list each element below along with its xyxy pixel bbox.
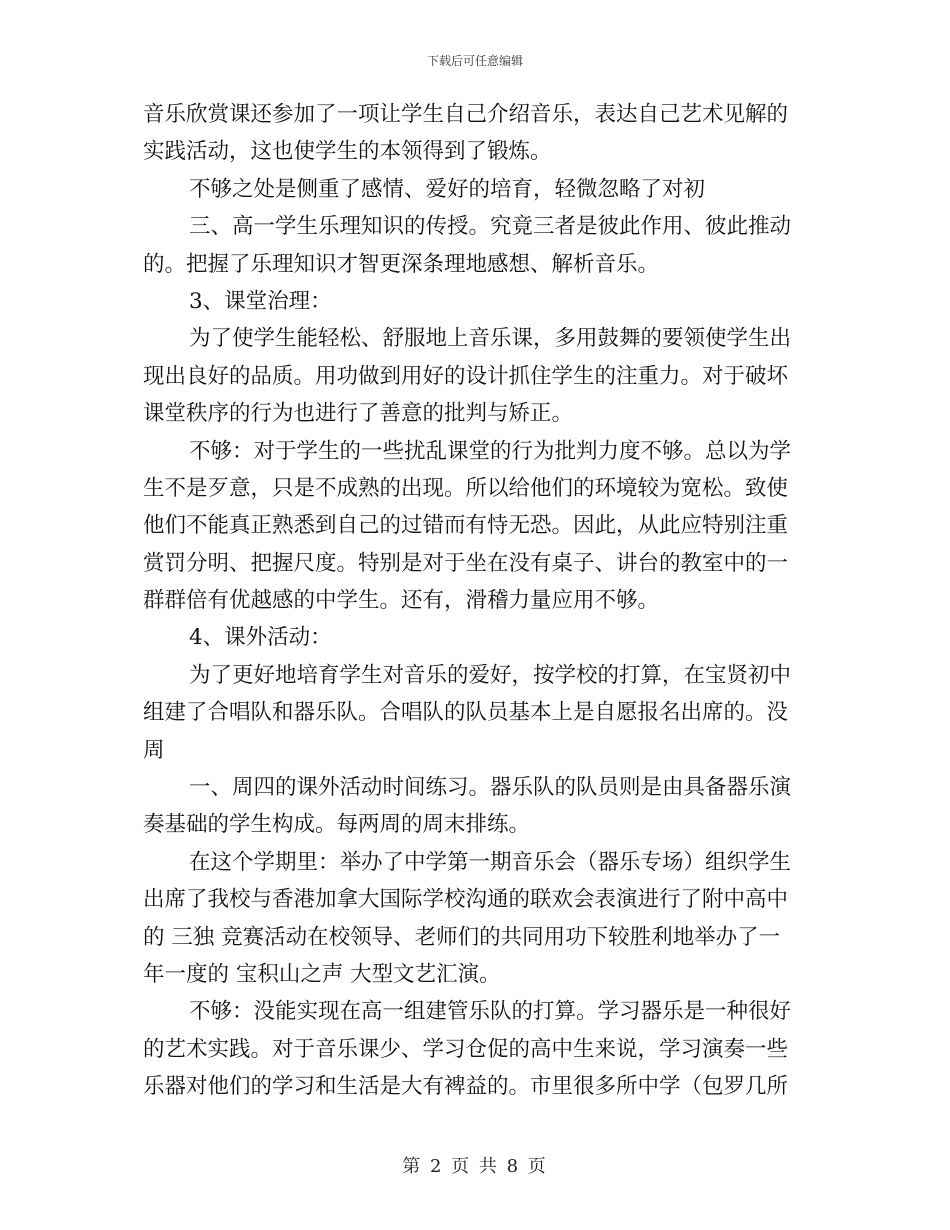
text-line: 年一度的 宝积山之声 大型文艺汇演。 bbox=[143, 961, 501, 987]
text-line: 组建了合唱队和器乐队。合唱队的队员基本上是自愿报名出席的。没 bbox=[143, 700, 789, 726]
section-heading: 3、课堂治理： bbox=[189, 288, 332, 314]
document-body bbox=[143, 96, 807, 1106]
text-line: 课堂秩序的行为也进行了善意的批判与矫正。 bbox=[143, 401, 574, 427]
text-line: 一、周四的课外活动时间练习。器乐队的队员则是由具备器乐演 bbox=[189, 775, 792, 801]
text-line: 奏基础的学生构成。每两周的周末排练。 bbox=[143, 812, 531, 838]
text-line: 的 三独 竞赛活动在校领导、老师们的共同用功下较胜利地举办了一 bbox=[143, 924, 781, 950]
text-line: 赏罚分明、把握尺度。特别是对于坐在没有桌子、讲台的教室中的一 bbox=[143, 550, 789, 576]
text-line: 周 bbox=[143, 737, 165, 763]
text-line: 不够：对于学生的一些扰乱课堂的行为批判力度不够。总以为学 bbox=[189, 438, 792, 464]
text-line: 为了更好地培育学生对音乐的爱好，按学校的打算，在宝贤初中 bbox=[189, 662, 792, 688]
text-line: 不够：没能实现在高一组建管乐队的打算。学习器乐是一种很好 bbox=[189, 999, 792, 1025]
text-line: 在这个学期里：举办了中学第一期音乐会（器乐专场）组织学生 bbox=[189, 849, 792, 875]
text-line: 不够之处是侧重了感情、爱好的培育，轻微忽略了对初 bbox=[189, 176, 706, 202]
text-line: 生不是歹意，只是不成熟的出现。所以给他们的环境较为宽松。致使 bbox=[143, 475, 789, 501]
text-line: 的。把握了乐理知识才智更深条理地感想、解析音乐。 bbox=[143, 251, 660, 277]
text-line: 他们不能真正熟悉到自己的过错而有恃无恐。因此，从此应特别注重 bbox=[143, 513, 789, 539]
text-line: 三、高一学生乐理知识的传授。究竟三者是彼此作用、彼此推动 bbox=[189, 214, 792, 240]
text-line: 为了使学生能轻松、舒服地上音乐课，多用鼓舞的要领使学生出 bbox=[189, 326, 792, 352]
text-line: 音乐欣赏课还参加了一项让学生自己介绍音乐，表达自己艺术见解的 bbox=[143, 102, 789, 127]
page-header: 下载后可任意编辑 bbox=[426, 54, 523, 68]
text-line: 实践活动，这也使学生的本领得到了锻炼。 bbox=[143, 139, 552, 165]
text-line: 出席了我校与香港加拿大国际学校沟通的联欢会表演进行了附中高中 bbox=[143, 887, 789, 913]
page-footer: 第 2 页 共 8 页 bbox=[402, 1156, 548, 1177]
text-line: 的艺术实践。对于音乐课少、学习仓促的高中生来说，学习演奏一些 bbox=[143, 1036, 789, 1062]
section-heading: 4、课外活动： bbox=[189, 625, 332, 651]
text-line: 现出良好的品质。用功做到用好的设计抓住学生的注重力。对于破坏 bbox=[143, 363, 789, 389]
text-line: 乐器对他们的学习和生活是大有裨益的。市里很多所中学（包罗几所 bbox=[143, 1074, 789, 1100]
text-line: 群群倍有优越感的中学生。还有，滑稽力量应用不够。 bbox=[143, 588, 660, 614]
